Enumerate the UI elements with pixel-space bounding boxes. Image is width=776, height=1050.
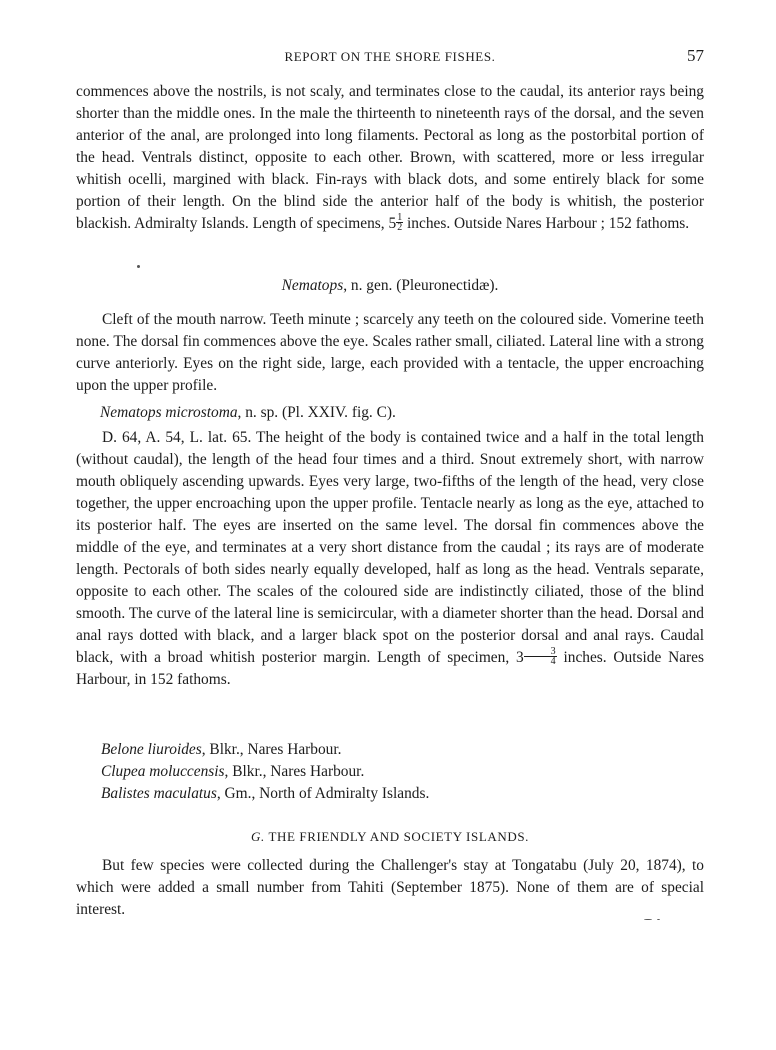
paragraph-genus-description [76, 309, 704, 397]
text-line: inches. Outside Nares Harbour ; 152 fathoms. [403, 215, 690, 232]
text-line: as long as the postorbital portion of the head. Ventrals distinct, opposite to each other. [76, 127, 704, 166]
species-name: Clupea moluccensis [101, 763, 225, 780]
species-name: Balistes maculatus [101, 785, 217, 802]
paragraph-section-intro [76, 855, 704, 921]
paragraph-text: But few species were collected during the Challenger's stay at Tongatabu (July 20, 1874), to which were added a small number from Tahiti (September 1875). None of them are of special interest. [76, 857, 704, 918]
species-heading [100, 404, 396, 422]
page-number: 57 [687, 46, 704, 65]
genus-heading-rest: , n. gen. (Pleuronectidæ). [343, 277, 499, 294]
genus-heading [76, 277, 704, 295]
species-name: Nematops microstoma [100, 404, 238, 421]
text-line: rays being shorter than the middle ones. In the male the thirteenth to nineteenth rays of [76, 83, 704, 122]
text-line: the dorsal, and the seven anterior of the anal, are prolonged into long filaments. Pectoral [76, 105, 704, 144]
species-list [101, 739, 429, 805]
species-heading-rest: , n. sp. (Pl. XXIV. fig. C). [237, 404, 396, 421]
text-line: side the anterior half of the body is whitish, the posterior blackish. Admiralty Islands. [76, 193, 704, 232]
paragraph-text: Cleft of the mouth narrow. Teeth minute ; scarcely any teeth on the coloured side. Vomerine teeth none. The dorsal fin commences above the eye. Scales rather small, ciliated. Lateral line with a strong curve anteriorly. Eyes on the right side, large, each provided with a tentacle, the upper encroaching upon the upper profile. [76, 311, 704, 394]
species-name: Belone liuroides [101, 741, 202, 758]
paragraph-species-description [76, 427, 704, 691]
running-title: REPORT ON THE SHORE FISHES. [284, 49, 496, 64]
text-line: commences above the nostrils, is not scaly, and terminates close to the caudal, its anterior [76, 83, 636, 100]
section-letter: G. [250, 829, 265, 844]
fraction: $\frac{1}{2}$ [397, 212, 403, 233]
fraction: $\frac{3}{4}$ [524, 647, 557, 666]
text-line: with black dots, and some entirely black for some portion of their length. On the blind [76, 171, 704, 210]
text-line: Brown, with scattered, more or less irregular whitish ocelli, margined with black. Fin-rays [76, 149, 704, 188]
running-head [76, 46, 704, 68]
print-speck [137, 265, 140, 268]
text-line: Length of specimens, 5 [252, 215, 397, 232]
paragraph-text: inches. Outside Nares Harbour, in 152 fathoms. [76, 649, 704, 688]
paragraph-continued-description [76, 81, 704, 235]
genus-name: Nematops [281, 277, 344, 294]
list-item: Belone liuroides, Blkr., Nares Harbour. [101, 741, 342, 758]
list-item: Balistes maculatus, Gm., North of Admiralty Islands. [101, 785, 430, 802]
print-speck [657, 919, 660, 920]
paragraph-text: D. 64, A. 54, L. lat. 65. The height of the body is contained twice and a half in the total length (without caudal), the length of the head four times and a third. Snout extremely short, with narrow mouth obliquely ascending upwards. Eyes very large, two-fifths of the length of the head, very close together, the upper encroaching upon the upper profile. Tentacle nearly as long as the eye, attached to its posterior half. The eyes are inserted on the same level. The dorsal fin commences above the middle of the eye, and terminates at a very short distance from the caudal ; its rays are of moderate length. Pectorals of both sides nearly equally developed, half as long as the head. Ventrals separate, opposite to each other. The scales of the coloured side are indistinctly ciliated, those of the blind smooth. The curve of the lateral line is semicircular, with a diameter shorter than the head. Dorsal and anal rays dotted with black, and a larger black spot on the posterior dorsal and anal rays. Caudal black, with a broad whitish posterior margin. Length of specimen, 3 [76, 429, 704, 666]
section-heading [76, 829, 704, 845]
list-item: Clupea moluccensis, Blkr., Nares Harbour. [101, 763, 365, 780]
section-title: THE FRIENDLY AND SOCIETY ISLANDS. [264, 829, 530, 844]
print-speck [644, 919, 652, 920]
